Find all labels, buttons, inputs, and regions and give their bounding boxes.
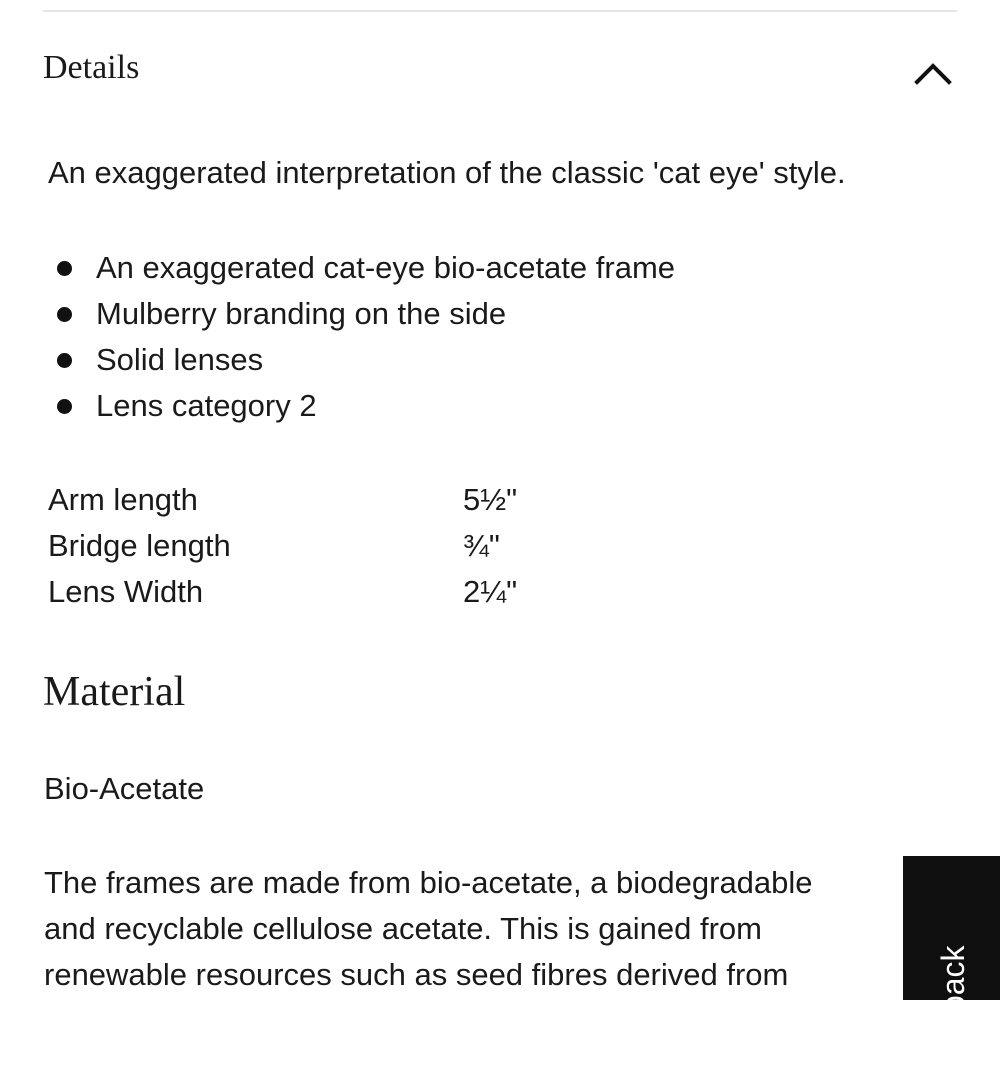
product-description: An exaggerated interpretation of the classic 'cat eye' style. <box>48 155 846 190</box>
bullet-icon <box>57 353 72 368</box>
spec-row-arm-length <box>48 477 648 523</box>
spec-label: Arm length <box>48 482 198 517</box>
spec-table <box>48 477 648 615</box>
material-description <box>44 860 904 998</box>
feature-text: Solid lenses <box>96 342 264 377</box>
details-accordion-header[interactable] <box>43 40 957 104</box>
bullet-icon <box>57 399 72 414</box>
feedback-tab-button[interactable] <box>903 856 1000 1086</box>
material-description-line: renewable resources such as seed fibres derived from <box>44 957 789 992</box>
spec-value: ¾" <box>463 528 500 563</box>
feature-item <box>48 291 675 337</box>
details-title: Details <box>43 49 140 86</box>
feature-item <box>48 245 675 291</box>
feature-item <box>48 383 675 429</box>
feature-text: Lens category 2 <box>96 388 317 423</box>
chevron-up-icon[interactable] <box>913 54 953 94</box>
feedback-label: Feedback <box>935 945 971 1086</box>
bullet-icon <box>57 307 72 322</box>
feature-item <box>48 337 675 383</box>
spec-value: 2¼" <box>463 574 518 609</box>
material-description-line: The frames are made from bio-acetate, a biodegradable <box>44 865 813 900</box>
spec-row-bridge-length <box>48 523 648 569</box>
feature-list <box>48 245 675 429</box>
material-description-line: and recyclable cellulose acetate. This is gained from <box>44 911 762 946</box>
top-divider <box>43 10 957 12</box>
feature-text: Mulberry branding on the side <box>96 296 507 331</box>
spec-value: 5½" <box>463 482 518 517</box>
spec-row-lens-width <box>48 569 648 615</box>
feature-text: An exaggerated cat-eye bio-acetate frame <box>96 250 676 285</box>
material-section-title: Material <box>43 669 186 715</box>
spec-label: Lens Width <box>48 574 204 609</box>
bullet-icon <box>57 261 72 276</box>
material-name: Bio-Acetate <box>44 771 205 806</box>
spec-label: Bridge length <box>48 528 231 563</box>
